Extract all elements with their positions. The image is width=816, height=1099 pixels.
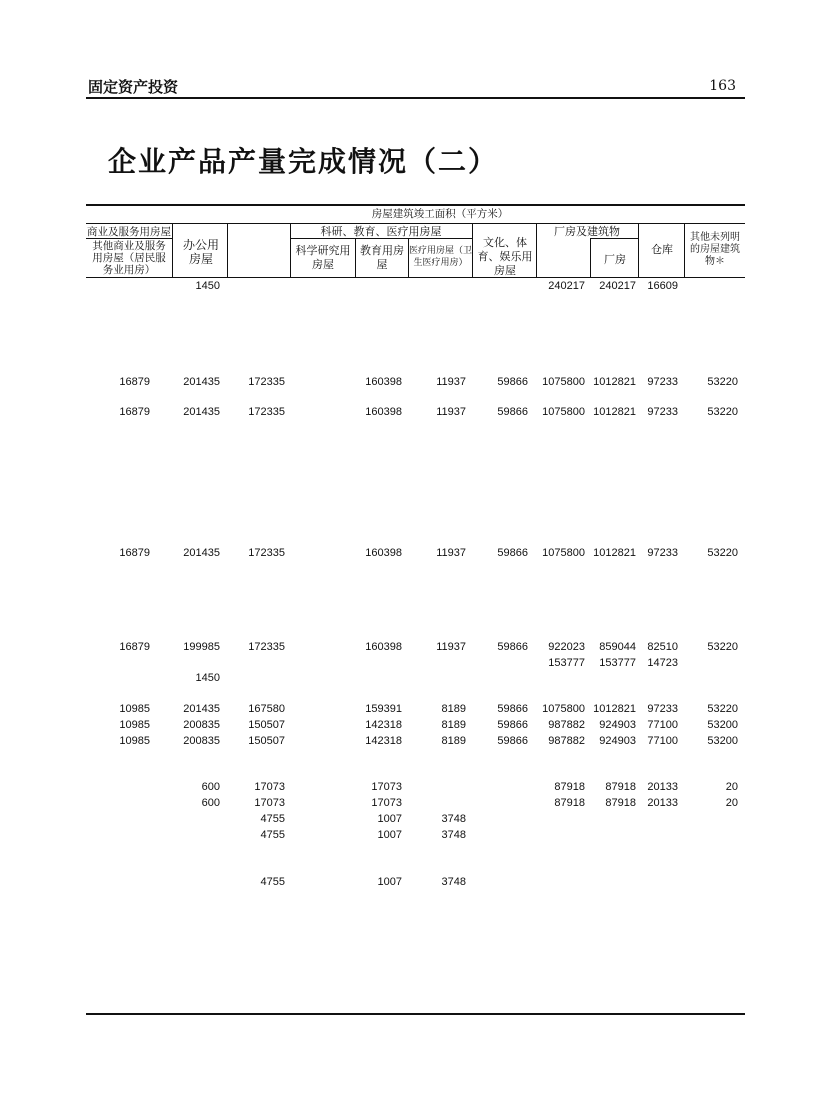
col-divider [590, 239, 591, 278]
table-cell: 159391 [365, 703, 402, 715]
header-group-rule [86, 223, 745, 224]
table-cell: 3748 [441, 813, 466, 825]
table-cell: 201435 [183, 406, 220, 418]
table-cell: 59866 [497, 735, 528, 747]
table-cell: 4755 [260, 876, 285, 888]
table-cell: 150507 [248, 735, 285, 747]
table-cell: 200835 [183, 735, 220, 747]
table-cell: 1012821 [593, 406, 636, 418]
table-cell: 153777 [599, 657, 636, 669]
table-cell: 82510 [647, 641, 678, 653]
table-cell: 924903 [599, 735, 636, 747]
table-cell: 16879 [119, 641, 150, 653]
table-cell: 600 [201, 781, 220, 793]
table-cell: 3748 [441, 876, 466, 888]
header-education: 教育用房屋 [360, 244, 404, 271]
table-cell: 600 [201, 797, 220, 809]
header-commercial: 商业及服务用房屋 [87, 226, 171, 238]
footer-rule [86, 1013, 745, 1015]
table-cell: 53220 [707, 406, 738, 418]
table-cell: 172335 [248, 406, 285, 418]
header-commercial-rule [86, 238, 172, 239]
table-cell: 17073 [371, 797, 402, 809]
col-divider [172, 224, 173, 278]
table-cell: 97233 [647, 547, 678, 559]
table-cell: 53220 [707, 641, 738, 653]
table-cell: 59866 [497, 703, 528, 715]
table-cell: 1012821 [593, 376, 636, 388]
table-cell: 59866 [497, 406, 528, 418]
table-cell: 3748 [441, 829, 466, 841]
table-cell: 10985 [119, 719, 150, 731]
table-cell: 987882 [548, 735, 585, 747]
table-cell: 859044 [599, 641, 636, 653]
table-cell: 10985 [119, 703, 150, 715]
header-warehouse: 仓库 [651, 243, 673, 256]
table-cell: 1012821 [593, 547, 636, 559]
header-culture: 文化、体育、娱乐用房屋 [477, 236, 533, 277]
table-cell: 17073 [371, 781, 402, 793]
table-cell: 160398 [365, 547, 402, 559]
header-factory-group: 厂房及建筑物 [554, 225, 620, 238]
table-cell: 87918 [554, 797, 585, 809]
header-factory: 厂房 [604, 253, 626, 266]
col-divider [355, 239, 356, 278]
table-cell: 1007 [377, 876, 402, 888]
header-factory-rule [590, 238, 638, 239]
table-cell: 199985 [183, 641, 220, 653]
table-cell: 53200 [707, 735, 738, 747]
table-cell: 172335 [248, 376, 285, 388]
table-cell: 150507 [248, 719, 285, 731]
table-cell: 201435 [183, 547, 220, 559]
table-cell: 11937 [436, 547, 466, 559]
table-cell: 153777 [548, 657, 585, 669]
header-research-rule [290, 238, 472, 239]
table-cell: 1075800 [542, 703, 585, 715]
table-cell: 53200 [707, 719, 738, 731]
table-cell: 1075800 [542, 406, 585, 418]
header-top-rule [86, 204, 745, 206]
table-cell: 20133 [647, 797, 678, 809]
header-group: 房屋建筑竣工面积（平方米） [371, 208, 509, 220]
col-divider [638, 224, 639, 278]
table-cell: 240217 [599, 280, 636, 292]
table-cell: 987882 [548, 719, 585, 731]
table-cell: 16879 [119, 406, 150, 418]
table-cell: 97233 [647, 703, 678, 715]
table-cell: 87918 [554, 781, 585, 793]
table-cell: 53220 [707, 547, 738, 559]
table-cell: 17073 [254, 797, 285, 809]
table-cell: 160398 [365, 376, 402, 388]
table-cell: 59866 [497, 376, 528, 388]
table-cell: 160398 [365, 641, 402, 653]
table-cell: 1007 [377, 829, 402, 841]
header-other-commercial: 其他商业及服务用房屋（居民服务业用房） [92, 240, 166, 276]
header-medical: 医疗用房屋（卫生医疗用房） [409, 246, 473, 268]
table-cell: 11937 [436, 376, 466, 388]
table-cell: 200835 [183, 719, 220, 731]
section-header: 固定资产投资 [88, 78, 179, 96]
table-cell: 87918 [605, 781, 636, 793]
header-bottom-rule [86, 277, 745, 278]
table-cell: 172335 [248, 641, 285, 653]
col-divider [472, 224, 473, 278]
table-cell: 160398 [365, 406, 402, 418]
header-research: 科学研究用房屋 [295, 244, 351, 271]
table-cell: 17073 [254, 781, 285, 793]
table-cell: 16609 [647, 280, 678, 292]
table-cell: 20 [725, 797, 738, 809]
header-office: 办公用房屋 [182, 238, 219, 266]
table-cell: 20133 [647, 781, 678, 793]
col-divider [684, 224, 685, 278]
table-cell: 1075800 [542, 376, 585, 388]
page-title: 企业产品产量完成情况（二） [108, 145, 499, 178]
table-cell: 59866 [497, 547, 528, 559]
table-cell: 8189 [441, 735, 466, 747]
table-cell: 4755 [260, 813, 285, 825]
table-cell: 14723 [647, 657, 678, 669]
table-cell: 172335 [248, 547, 285, 559]
page-number: 163 [709, 78, 736, 94]
table-cell: 16879 [119, 547, 150, 559]
table-cell: 10985 [119, 735, 150, 747]
table-cell: 1450 [195, 672, 220, 684]
table-cell: 142318 [365, 735, 402, 747]
table-cell: 240217 [548, 280, 585, 292]
table-cell: 8189 [441, 719, 466, 731]
table-cell: 1075800 [542, 547, 585, 559]
table-cell: 201435 [183, 703, 220, 715]
header-other: 其他未列明的房屋建筑物＊ [690, 232, 740, 267]
table-cell: 11937 [436, 641, 466, 653]
table-cell: 201435 [183, 376, 220, 388]
table-cell: 16879 [119, 376, 150, 388]
table-cell: 1007 [377, 813, 402, 825]
table-cell: 97233 [647, 376, 678, 388]
table-cell: 20 [725, 781, 738, 793]
table-cell: 142318 [365, 719, 402, 731]
table-cell: 87918 [605, 797, 636, 809]
table-cell: 97233 [647, 406, 678, 418]
table-cell: 4755 [260, 829, 285, 841]
table-cell: 53220 [707, 703, 738, 715]
table-cell: 1450 [195, 280, 220, 292]
header-rule [86, 97, 745, 99]
table-cell: 167580 [248, 703, 285, 715]
table-cell: 8189 [441, 703, 466, 715]
table-cell: 77100 [647, 735, 678, 747]
table-cell: 1012821 [593, 703, 636, 715]
header-research-group: 科研、教育、医疗用房屋 [320, 225, 442, 238]
table-cell: 59866 [497, 641, 528, 653]
table-cell: 11937 [436, 406, 466, 418]
table-cell: 77100 [647, 719, 678, 731]
table-cell: 924903 [599, 719, 636, 731]
table-cell: 53220 [707, 376, 738, 388]
col-divider [227, 224, 228, 278]
table-cell: 59866 [497, 719, 528, 731]
table-cell: 922023 [548, 641, 585, 653]
